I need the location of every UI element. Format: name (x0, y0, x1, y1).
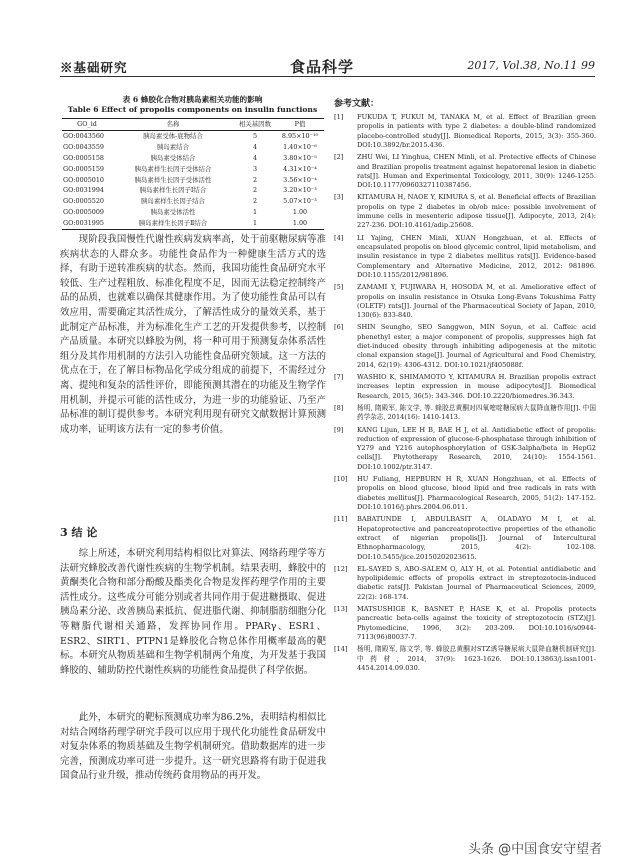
reference-number: [5] (334, 283, 344, 292)
col-header-p-value: P值 (276, 119, 324, 131)
table-caption-en: Table 6 Effect of propolis components on insulin functions (67, 105, 318, 114)
reference-text: MATSUSHIGE K, BASNET P, HASE K, et al. Propolis protects pancreatic beta-cells against the toxicity of streptozotocin (STZ)[J]. Phytomedicine, 1996, 3(2): 203-209. DOI:10.1016/s0944-7113(96)80037-7. (357, 605, 596, 641)
cell-p-value: 3.20×10⁻³ (283, 186, 317, 195)
reference-number: [4] (334, 233, 344, 242)
reference-text: KITAMURA H, NAOE Y, KIMURA S, et al. Beneficial effects of Brazilian propolis on type 2 diabetes in ob/ob mice: possible involvement of immune cells in mesenteric adipose tissue[J]. Adipocyte, 2013, 2(4): 227-236. DOI:10.4161/adip.25608. (357, 193, 596, 230)
reference-number: [2] (334, 153, 344, 162)
reference-text: HU Fuliang, HEPBURN H R, XUAN Hongzhuan, et al. Effects of propolis on blood glucose, blood lipid and free radicals in rats with diabetes mellitus[J]. Pharmacological Research, 2005, 51(2): 147-152. DOI:10.1016/j.phrs.2004.06.011. (357, 475, 596, 511)
reference-item (334, 283, 596, 320)
body-paragraph-3: 此外，本研究的靶标预测成功率为86.2%，表明结构相似比对结合网络药理学研究手段可以应用于现代化功能性食品研发中对复杂体系的物质基础及生物学机制研究。借助数据库的进一步完善，预测成功率可进一步提升。这一研究思路将有助于促进我国食品行业升级，推动传统药食用物品的再开发。 (60, 712, 326, 782)
reference-text: LI Yajing, CHEN Minli, XUAN Hongzhuan, et al. Effects of encapsulated propolis on blood glycemic control, lipid metabolism, and insulin resistance in type 2 diabetes mellitus rats[J]. Evidence-based Complementary and Alternative Medicine, 2012, 2012: 981896. DOI:10.1155/2012/981896. (357, 233, 596, 279)
cell-go-id: GO:0005010 (63, 175, 104, 184)
cell-gene-count: 5 (252, 131, 258, 140)
reference-item (334, 565, 596, 602)
table-row (62, 196, 324, 207)
reference-number: [14] (334, 645, 348, 654)
insulin-function-table (62, 118, 324, 230)
cell-name: 胰岛素样生长因子Ⅰ结合 (139, 186, 207, 195)
watermark: 头条 @中国食安守望者 (468, 842, 603, 857)
cell-name: 胰岛素受体结合 (150, 153, 196, 162)
reference-item (334, 113, 596, 150)
cell-go-id: GO:0043559 (63, 142, 104, 151)
table-row (62, 175, 324, 186)
reference-item (334, 153, 596, 190)
cell-name: 胰岛素结合 (157, 142, 189, 151)
reference-text: BABATUNDE I, ABDULBASIT A, OLADAYO M I, et al. Hepatoprotective and pancreatoprotective properties of the ethanolic extract of nigerian propolis[J]. Journal of Intercultural Ethnopharmacology, 2015, 4(2): 102-108. DOI:10.5455/jice.20150202023615. (357, 515, 596, 561)
reference-number: [9] (334, 425, 344, 434)
col-header-gene-count: 相关基因数 (234, 119, 276, 131)
cell-p-value: 3.56×10⁻⁴ (283, 175, 317, 184)
cell-gene-count: 4 (252, 142, 258, 151)
cell-gene-count: 1 (252, 208, 258, 217)
reference-number: [8] (334, 403, 344, 412)
cell-p-value: 8.95×10⁻¹⁰ (281, 131, 319, 140)
table-row (62, 185, 324, 196)
reference-item (334, 426, 596, 472)
reference-item (334, 234, 596, 280)
body-paragraph-2: 综上所述，本研究利用结构相似比对算法、网络药理学等方法研究蜂胶改善代谢性疾病的生物学机制。结果表明，蜂胶中的黄酮类化合物和部分酚酸及酯类化合物是发挥药理学作用的主要活性成分。这些成分可能分别或者共同作用于促进糖摄取、促进胰岛素分泌、改善胰岛素抵抗、促进脂代谢、抑制脂肪细胞分化等糖脂代谢相关通路，发挥协同作用。PPARγ、ESR1、ESR2、SIRT1、PTPN1是蜂胶化合物总体作用概率最高的靶标。本研究从物质基础和生物学机制两个角度，为开发基于我国蜂胶的、辅助防控代谢性疾病的功能性食品提供了科学依据。 (60, 548, 326, 676)
reference-number: [7] (334, 373, 344, 381)
reference-text: 杨明, 隋殿军, 陈文学, 等. 蜂胶总黄酮对四氧嘧啶糖尿病大鼠降血糖作用[J]. 中国药学杂志, 2014(16): 1410-1413. (357, 403, 596, 422)
page-header (60, 58, 595, 77)
journal-title: 食品科学 (290, 58, 355, 76)
reference-number: [13] (334, 605, 348, 614)
reference-text: EL-SAYED S, ABO-SALEM O, ALY H, et al. Potential antidiabetic and hypolipidemic effects of propolis extract in streptozotocin-induced diabetic rats[J]. Pakistan Journal of Pharmaceutical Sciences, 2009, 22(2): 168-174. (357, 564, 596, 601)
cell-p-value: 1.00 (292, 208, 308, 217)
cell-go-id: GO:0005520 (63, 197, 104, 206)
cell-p-value: 1.00 (292, 219, 308, 228)
reference-item (334, 605, 596, 642)
cell-p-value: 5.07×10⁻³ (283, 197, 317, 206)
cell-go-id: GO:0031995 (63, 219, 104, 228)
reference-item (334, 404, 596, 423)
table-caption-cn: 表 6 蜂胶化合物对胰岛素相关功能的影响 (122, 95, 263, 104)
col-header-name: 名称 (112, 119, 234, 131)
issue-info: 2017, Vol.38, No.11 99 (467, 59, 595, 72)
cell-name: 胰岛素样生长因子结合 (141, 197, 205, 206)
section-title-conclusion: 3 结 论 (60, 526, 98, 539)
reference-text: 杨明, 隋殿军, 陈文学, 等. 蜂胶总黄酮对STZ诱导糖尿病大鼠降血糖机制研究[J]. 中药材, 2014, 37(9): 1623-1626. DOI:10.13863/j.issn1001-4454.2014.09.030. (357, 645, 596, 672)
cell-go-id: GO:0005158 (63, 153, 104, 162)
references-title: 参考文献： (334, 99, 380, 109)
reference-number: [1] (334, 113, 344, 121)
reference-text: FUKUDA T, FUKUI M, TANAKA M, et al. Effect of Brazilian green propolis in patients with type 2 diabetes: a double-blind randomized placebo-controlled study[J]. Biomedical Reports, 2015, 3(3): 355-360. DOI:10.3892/br.2015.436. (357, 113, 596, 149)
reference-text: SHIN Seungho, SEO Sanggwon, MIN Soyun, et al. Caffeic acid phenethyl ester, a major component of propolis, suppresses high fat diet-induced obesity through inhibiting adipogenesis at the mitotic clonal expansion stage[J]. Journal of Agricultural and Food Chemistry, 2014, 62(19): 4306-4312. DOI:10.1021/jf405088f. (357, 323, 596, 369)
body-paragraph-1: 现阶段我国慢性代谢性疾病发病率高，处于前驱糖尿病等准疾病状态的人群众多。功能性食品作为一种健康生活方式的选择，有助于逆转准疾病的状态。然而，我国功能性食品研究水平较低、生产过程粗放、标准化程度不足，因而无法稳定控制终产品的品质，也就难以确保其健康作用。为了使功能性食品可以有效应用，需要确定其活性成分，了解活性成分的量效关系，基于此制定产品标准，并为标准化生产工艺的开发提供参考，以控制产品质量。本研究以蜂胶为例，将一种可用于预测复杂体系活性组分及其作用机制的方法引入功能性食品研究领域。这一方法的优点在于，在了解目标物品化学成分组成的前提下，不需经过分离、提纯和复杂的活性评价，即能预测其潜在的功能及生物学作用机制，并提示可能的活性成分，为进一步的功能验证、乃至产品标准的制订提供参考。本研究利用现有研究文献数据计算预测成功率，证明该方法有一定的参考价值。 (60, 234, 326, 435)
reference-number: [3] (334, 193, 344, 202)
references-list (334, 113, 596, 676)
reference-item (334, 515, 596, 561)
table-row (62, 207, 324, 218)
cell-gene-count: 4 (252, 153, 258, 162)
cell-go-id: GO:0005009 (63, 208, 104, 217)
table-header-row (62, 119, 324, 131)
section-label: ※基础研究 (60, 60, 128, 75)
cell-name: 胰岛素样生长因子Ⅱ结合 (138, 219, 208, 228)
cell-p-value: 1.40×10⁻⁶ (283, 142, 317, 151)
cell-gene-count: 3 (252, 164, 258, 173)
cell-name: 胰岛素样生长因子受体活性 (134, 175, 212, 184)
reference-text: ZAMAMI Y, FUJIWARA H, HOSODA M, et al. Ameliorative effect of propolis on insulin resistance in Otsuka Long-Evans Tokushima Fatty (OLETF) rats[J]. Journal of the Pharmaceutical Society of Japan, 2010, 130(6): 833-840. (357, 283, 596, 320)
table-row (62, 130, 324, 141)
reference-item (334, 323, 596, 369)
reference-number: [12] (334, 564, 348, 573)
cell-name: 胰岛素样生长因子受体结合 (134, 164, 212, 173)
reference-text: WASHIO K, SHIMAMOTO Y, KITAMURA H. Brazilian propolis extract increases leptin expression in mouse adipocytes[J]. Biomedical Research, 2015, 36(5): 343-346. DOI:10.2220/biomedres.36.343. (357, 373, 596, 400)
cell-go-id: GO:0005159 (63, 164, 104, 173)
reference-number: [6] (334, 323, 344, 332)
cell-gene-count: 2 (252, 175, 258, 184)
reference-item (334, 475, 596, 512)
cell-gene-count: 2 (252, 186, 258, 195)
reference-text: KANG Lijun, LEE H B, BAE H J, et al. Antidiabetic effect of propolis: reduction of expression of glucose-6-phosphatase through inhibition of Y279 and Y216 autophosphorylation of GSK-3alpha/beta in HepG2 cells[J]. Phytotherapy Research, 2010, 24(10): 1554-1561. DOI:10.1002/ptr.3147. (357, 425, 596, 471)
cell-gene-count: 1 (252, 219, 258, 228)
table-row (62, 164, 324, 175)
cell-name: 胰岛素受体活性 (150, 208, 196, 217)
col-header-go-id: GO_id (62, 119, 112, 131)
cell-go-id: GO:0031994 (63, 186, 104, 195)
reference-number: [11] (334, 515, 348, 524)
reference-text: ZHU Wei, LI Yinghua, CHEN Minli, et al. Protective effects of Chinese and Brazilian propolis treatment against hepatorenal lesion in diabetic rats[J]. Human and Experimental Toxicology, 2011, 30(9): 1246-1255. DOI:10.1177/0960327110387456. (357, 153, 596, 190)
table-row (62, 142, 324, 153)
cell-p-value: 3.80×10⁻⁵ (283, 153, 317, 162)
table-row (62, 153, 324, 164)
table-row (62, 218, 324, 229)
reference-number: [10] (334, 475, 348, 484)
reference-item (334, 373, 596, 401)
cell-go-id: GO:0043560 (63, 131, 104, 140)
reference-item (334, 645, 596, 673)
cell-name: 胰岛素受体-底物结合 (143, 131, 203, 140)
reference-item (334, 193, 596, 230)
cell-gene-count: 2 (252, 197, 258, 206)
cell-p-value: 4.31×10⁻⁴ (283, 164, 317, 173)
